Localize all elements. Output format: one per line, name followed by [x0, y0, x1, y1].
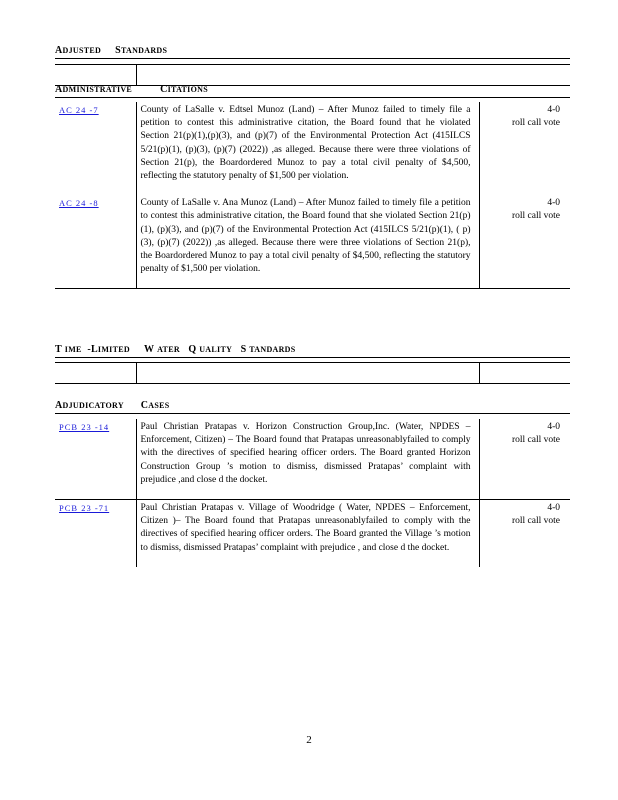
heading-text: TANDARDS [249, 345, 296, 354]
empty-table-time-limited [55, 362, 570, 384]
heading-text: C [160, 84, 168, 95]
case-link[interactable]: AC 24 -7 [59, 105, 99, 115]
case-summary: County of LaSalle v. Ana Munoz (Land) – After Munoz failed to timely file a petition to contest this administrative citation, the Board found that she violated Section 21(p)(1), (p)(3), and (p)(7) of the Environmental Protection Act (415ILCS 5/21(p)(1), ( p)(3), (p)(7) (2022)) ,as alleged. Because there were three violations of Section 21(p), the Boardordered Munoz to pay a total civil penalty of $4,500, reflecting the statutory penalty of $1,500 per violation. [136, 195, 479, 289]
heading-text: TANDARDS [120, 46, 168, 55]
heading-text: IMITED [97, 345, 130, 354]
vote-count: 4-0 [547, 105, 560, 115]
vote-count: 4-0 [547, 198, 560, 209]
heading-text: S [240, 344, 247, 355]
heading-text: ITATIONS [167, 85, 208, 94]
heading-text: ASES [148, 401, 170, 410]
heading-text: DMINISTRATIVE [62, 85, 133, 94]
heading-text: A [55, 45, 63, 56]
column-divider [136, 363, 137, 383]
heading-text: C [140, 400, 149, 411]
case-summary: County of LaSalle v. Edtsel Munoz (Land) – After Munoz failed to timely file a petition to contest this administrative citation, the Board found that he violated Section 21(p)(1),(p)(3), and (p)(7) of the Environmental Protection Act (415ILCS 5/21(p)(1), (p)(3), (p)(7) (2022)) ,as alleged. Because there were three violations of Section 21(p), the Boardordered Munoz to pay a total civil penalty of $4,500, reflecting the statutory penalty of $1,500 per violation. [136, 102, 479, 195]
case-link[interactable]: PCB 23 -14 [59, 422, 110, 432]
heading-text: A [55, 84, 63, 95]
vote-cell [479, 102, 570, 195]
vote-label: roll call vote [511, 118, 560, 129]
case-summary: Paul Christian Pratapas v. Horizon Construction Group,Inc. (Water, NPDES –Enforcement, Citizen) – The Board found that Pratapas unreasonablyfailed to comply with the directives of specified hearing officer orders. The Board granted Horizon Construction Group ’s motion to dismiss, dismissed Pratapas’ complaint with prejudice ,and close d the docket. [136, 419, 479, 500]
heading-administrative-citations [55, 84, 570, 98]
heading-text: T [55, 344, 62, 355]
case-id-cell [55, 419, 136, 500]
heading-text: S [115, 45, 121, 56]
case-id-cell [55, 195, 136, 289]
vote-count: 4-0 [547, 503, 560, 514]
vote-cell [479, 500, 570, 567]
case-summary: Paul Christian Pratapas v. Village of Woodridge ( Water, NPDES – Enforcement, Citizen )– The Board found that Pratapas unreasonablyfailed to comply with the directives of specified hearing officer orders. The Board granted the Village ’s motion to dismiss, dismissed Pratapas’ complaint with prejudice , and close d the docket. [136, 500, 479, 567]
heading-text: ATER [157, 345, 180, 354]
vote-count: 4-0 [547, 422, 560, 432]
adjudicatory-cases-table [55, 419, 570, 567]
column-divider [479, 363, 480, 383]
heading-text: W [143, 344, 155, 355]
heading-text: -L [87, 344, 98, 355]
table-row [55, 419, 570, 500]
heading-adjudicatory-cases [55, 400, 570, 414]
vote-label: roll call vote [511, 211, 560, 222]
heading-text: IME [64, 345, 82, 354]
administrative-citations-table [55, 102, 570, 289]
vote-cell [479, 419, 570, 500]
table-row [55, 500, 570, 567]
vote-label: roll call vote [511, 516, 560, 527]
heading-text: A [55, 400, 63, 411]
case-id-cell [55, 102, 136, 195]
heading-text: Q [188, 344, 197, 355]
heading-text: UALITY [199, 345, 233, 354]
case-id-cell [55, 500, 136, 567]
heading-time-limited-water-quality-standards [55, 344, 570, 358]
table-row [55, 102, 570, 195]
page-number: 2 [306, 734, 312, 746]
heading-text: DJUSTED [62, 46, 102, 55]
empty-table-adjusted-standards [55, 64, 570, 86]
case-link[interactable]: PCB 23 -71 [59, 503, 110, 514]
case-link[interactable]: AC 24 -8 [59, 198, 99, 209]
vote-cell [479, 195, 570, 289]
vote-label: roll call vote [511, 435, 560, 446]
table-row [55, 195, 570, 289]
heading-adjusted-standards [55, 45, 570, 59]
heading-text: DJUDICATORY [62, 401, 124, 410]
column-divider [136, 65, 137, 85]
